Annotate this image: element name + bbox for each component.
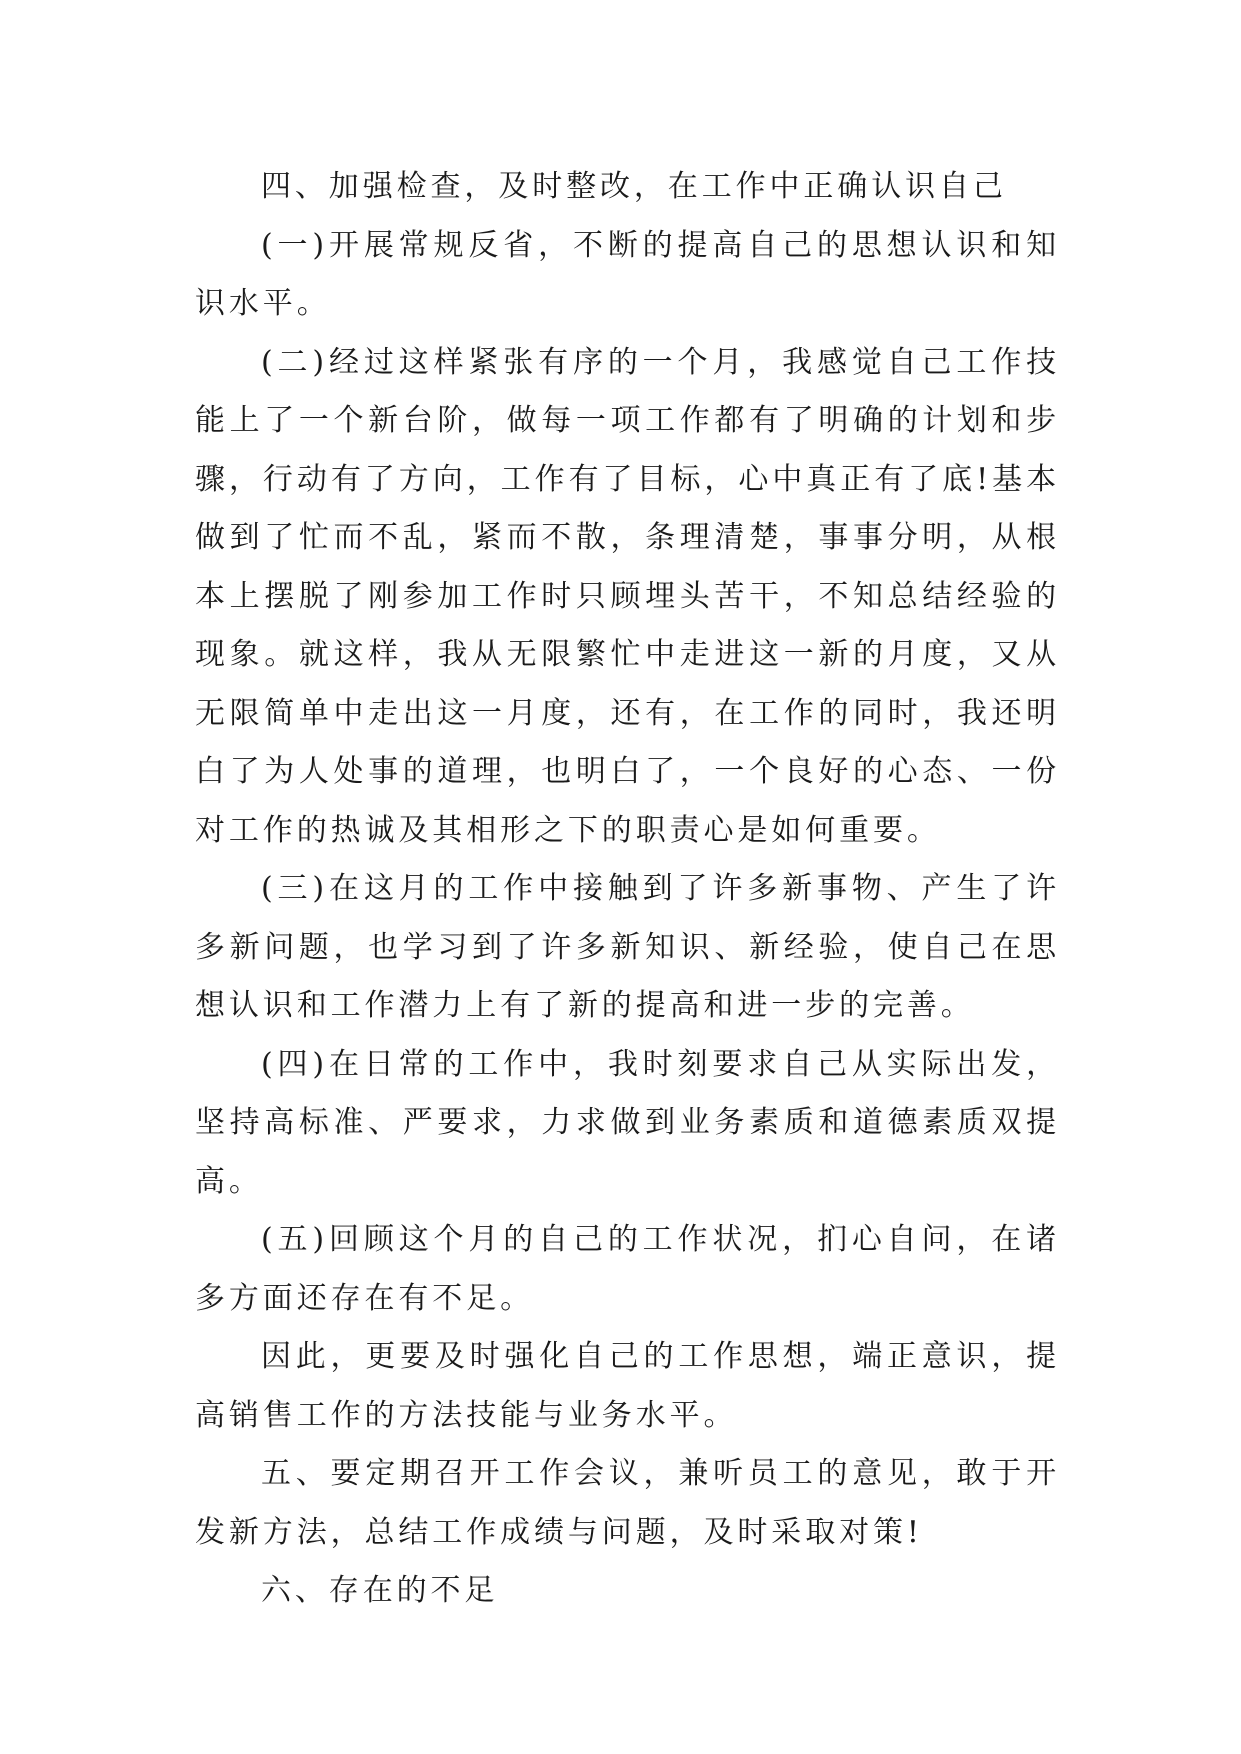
paragraph-conclusion: 因此，更要及时强化自己的工作思想，端正意识，提高销售工作的方法技能与业务水平。 [195,1339,1060,1433]
paragraph-item-2: (二)经过这样紧张有序的一个月，我感觉自己工作技能上了一个新台阶，做每一项工作都有了明确的计划和步骤，行动有了方向，工作有了目标，心中真正有了底!基本做到了忙而不乱，紧而不散，条理清楚，事事分明，从根本上摆脱了刚参加工作时只顾埋头苦干，不知总结经验的现象。就这样，我从无限繁忙中走进这一新的月度，又从无限简单中走出这一月度，还有，在工作的同时，我还明白了为人处事的道理，也明白了，一个良好的心态、一份对工作的热诚及其相形之下的职责心是如何重要。 [195,344,1060,848]
paragraph-item-3: (三)在这月的工作中接触到了许多新事物、产生了许多新问题，也学习到了许多新知识、新经验，使自己在思想认识和工作潜力上有了新的提高和进一步的完善。 [195,871,1060,1023]
paragraph-item-1: (一)开展常规反省，不断的提高自己的思想认识和知识水平。 [195,227,1060,321]
paragraph-item-4: (四)在日常的工作中，我时刻要求自己从实际出发，坚持高标准、严要求，力求做到业务素质和道德素质双提高。 [195,1046,1060,1199]
section-heading-4: 四、加强检查，及时整改，在工作中正确认识自己 [261,169,1007,204]
paragraph-item-5: (五)回顾这个月的自己的工作状况，扪心自问，在诸多方面还存在有不足。 [195,1222,1060,1316]
document-body [195,158,1060,1621]
section-heading-6: 六、存在的不足 [261,1573,499,1608]
section-heading-5: 五、要定期召开工作会议，兼听员工的意见，敢于开发新方法，总结工作成绩与问题，及时采取对策! [195,1456,1060,1550]
